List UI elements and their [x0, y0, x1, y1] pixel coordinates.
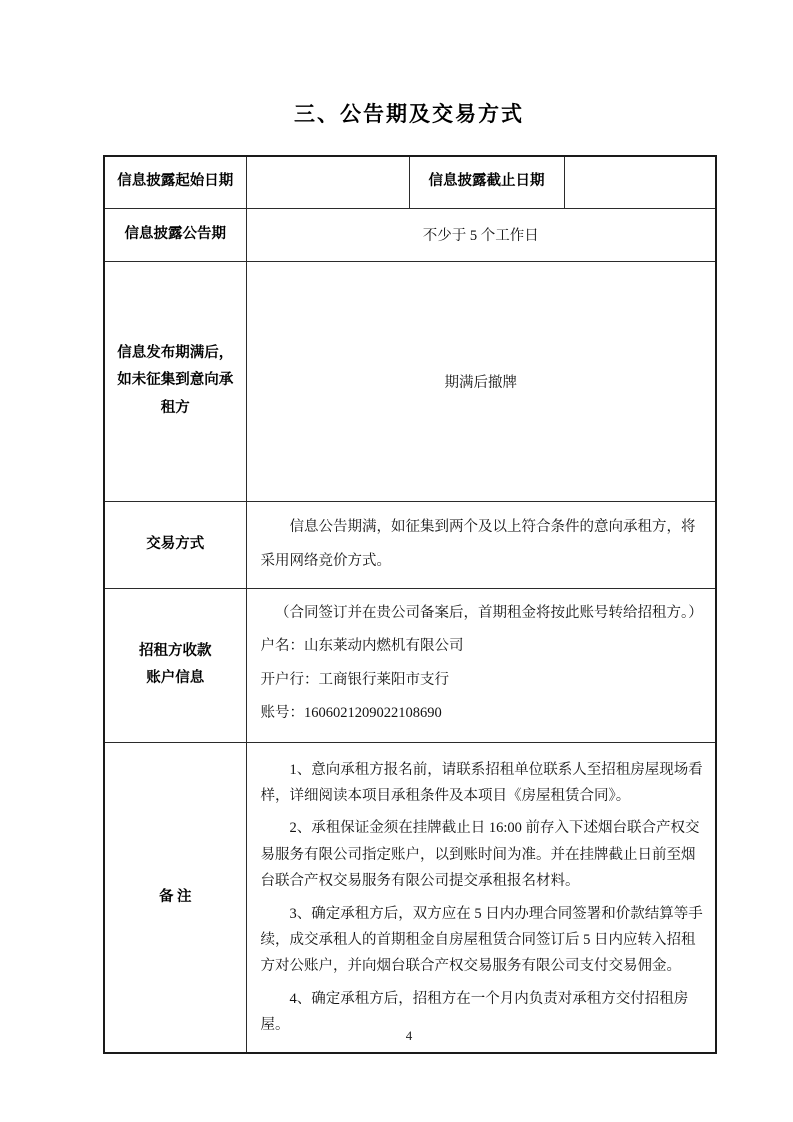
disclosure-end-label: 信息披露截止日期: [409, 156, 564, 208]
account-info-note: （合同签订并在贵公司备案后，首期租金将按此账号转给招租方。）: [275, 604, 703, 621]
table-row-trading-method: [104, 501, 716, 588]
remark-item-1: 1、意向承租方报名前，请联系招租单位联系人至招租房屋现场看样，详细阅读本项目承租条件及本项目《房屋租赁合同》。: [260, 761, 703, 805]
remarks-label: 备 注: [104, 742, 246, 1053]
page-title: 三、公告期及交易方式: [294, 102, 524, 126]
account-info-label-line2: 账户信息: [146, 670, 205, 687]
table-row-expiry-handling: [104, 261, 716, 501]
account-number: 账号：1606021209022108690: [260, 705, 442, 722]
remark-item-2: 2、承租保证金须在挂牌截止日 16:00 前存入下述烟台联合产权交易服务有限公司指定账户，以到账时间为准。并在挂牌截止日前至烟台联合产权交易服务有限公司提交承租报名材料。: [260, 820, 700, 890]
table-row-announcement-period: [104, 208, 716, 261]
account-info-cell: [246, 588, 716, 742]
expiry-handling-value: 期满后撤牌: [246, 261, 716, 501]
announcement-trading-table: [103, 155, 717, 1054]
remark-item-3: 3、确定承租方后，双方应在 5 日内办理合同签署和价款结算等手续，成交承租人的首期租金自房屋租赁合同签订后 5 日内应转入招租方对公账户，并向烟台联合产权交易服务有限公司支付交易佣金。: [260, 905, 703, 975]
account-info-label-line1: 招租方收款: [139, 642, 212, 659]
announcement-period-label: 信息披露公告期: [104, 208, 246, 261]
page-number: 4: [405, 1028, 413, 1043]
table-row-disclosure-dates: [104, 156, 716, 208]
disclosure-start-label: 信息披露起始日期: [104, 156, 246, 208]
announcement-period-value: 不少于 5 个工作日: [246, 208, 716, 261]
table-row-account-info: [104, 588, 716, 742]
remarks-cell: [246, 742, 716, 1053]
table-row-remarks: [104, 742, 716, 1053]
disclosure-end-value: [564, 156, 716, 208]
remark-item-4: 4、确定承租方后，招租方在一个月内负责对承租方交付招租房屋。: [260, 990, 689, 1034]
trading-method-value: 信息公告期满，如征集到两个及以上符合条件的意向承租方，将采用网络竞价方式。: [260, 519, 696, 569]
trading-method-label: 交易方式: [104, 501, 246, 588]
account-info-label: [104, 588, 246, 742]
disclosure-start-value: [246, 156, 409, 208]
trading-method-cell: [246, 501, 716, 588]
account-bank: 开户行：工商银行莱阳市支行: [260, 671, 449, 688]
account-name: 户名：山东莱动内燃机有限公司: [260, 638, 464, 655]
expiry-handling-label: 信息发布期满后，如未征集到意向承租方: [104, 261, 246, 501]
